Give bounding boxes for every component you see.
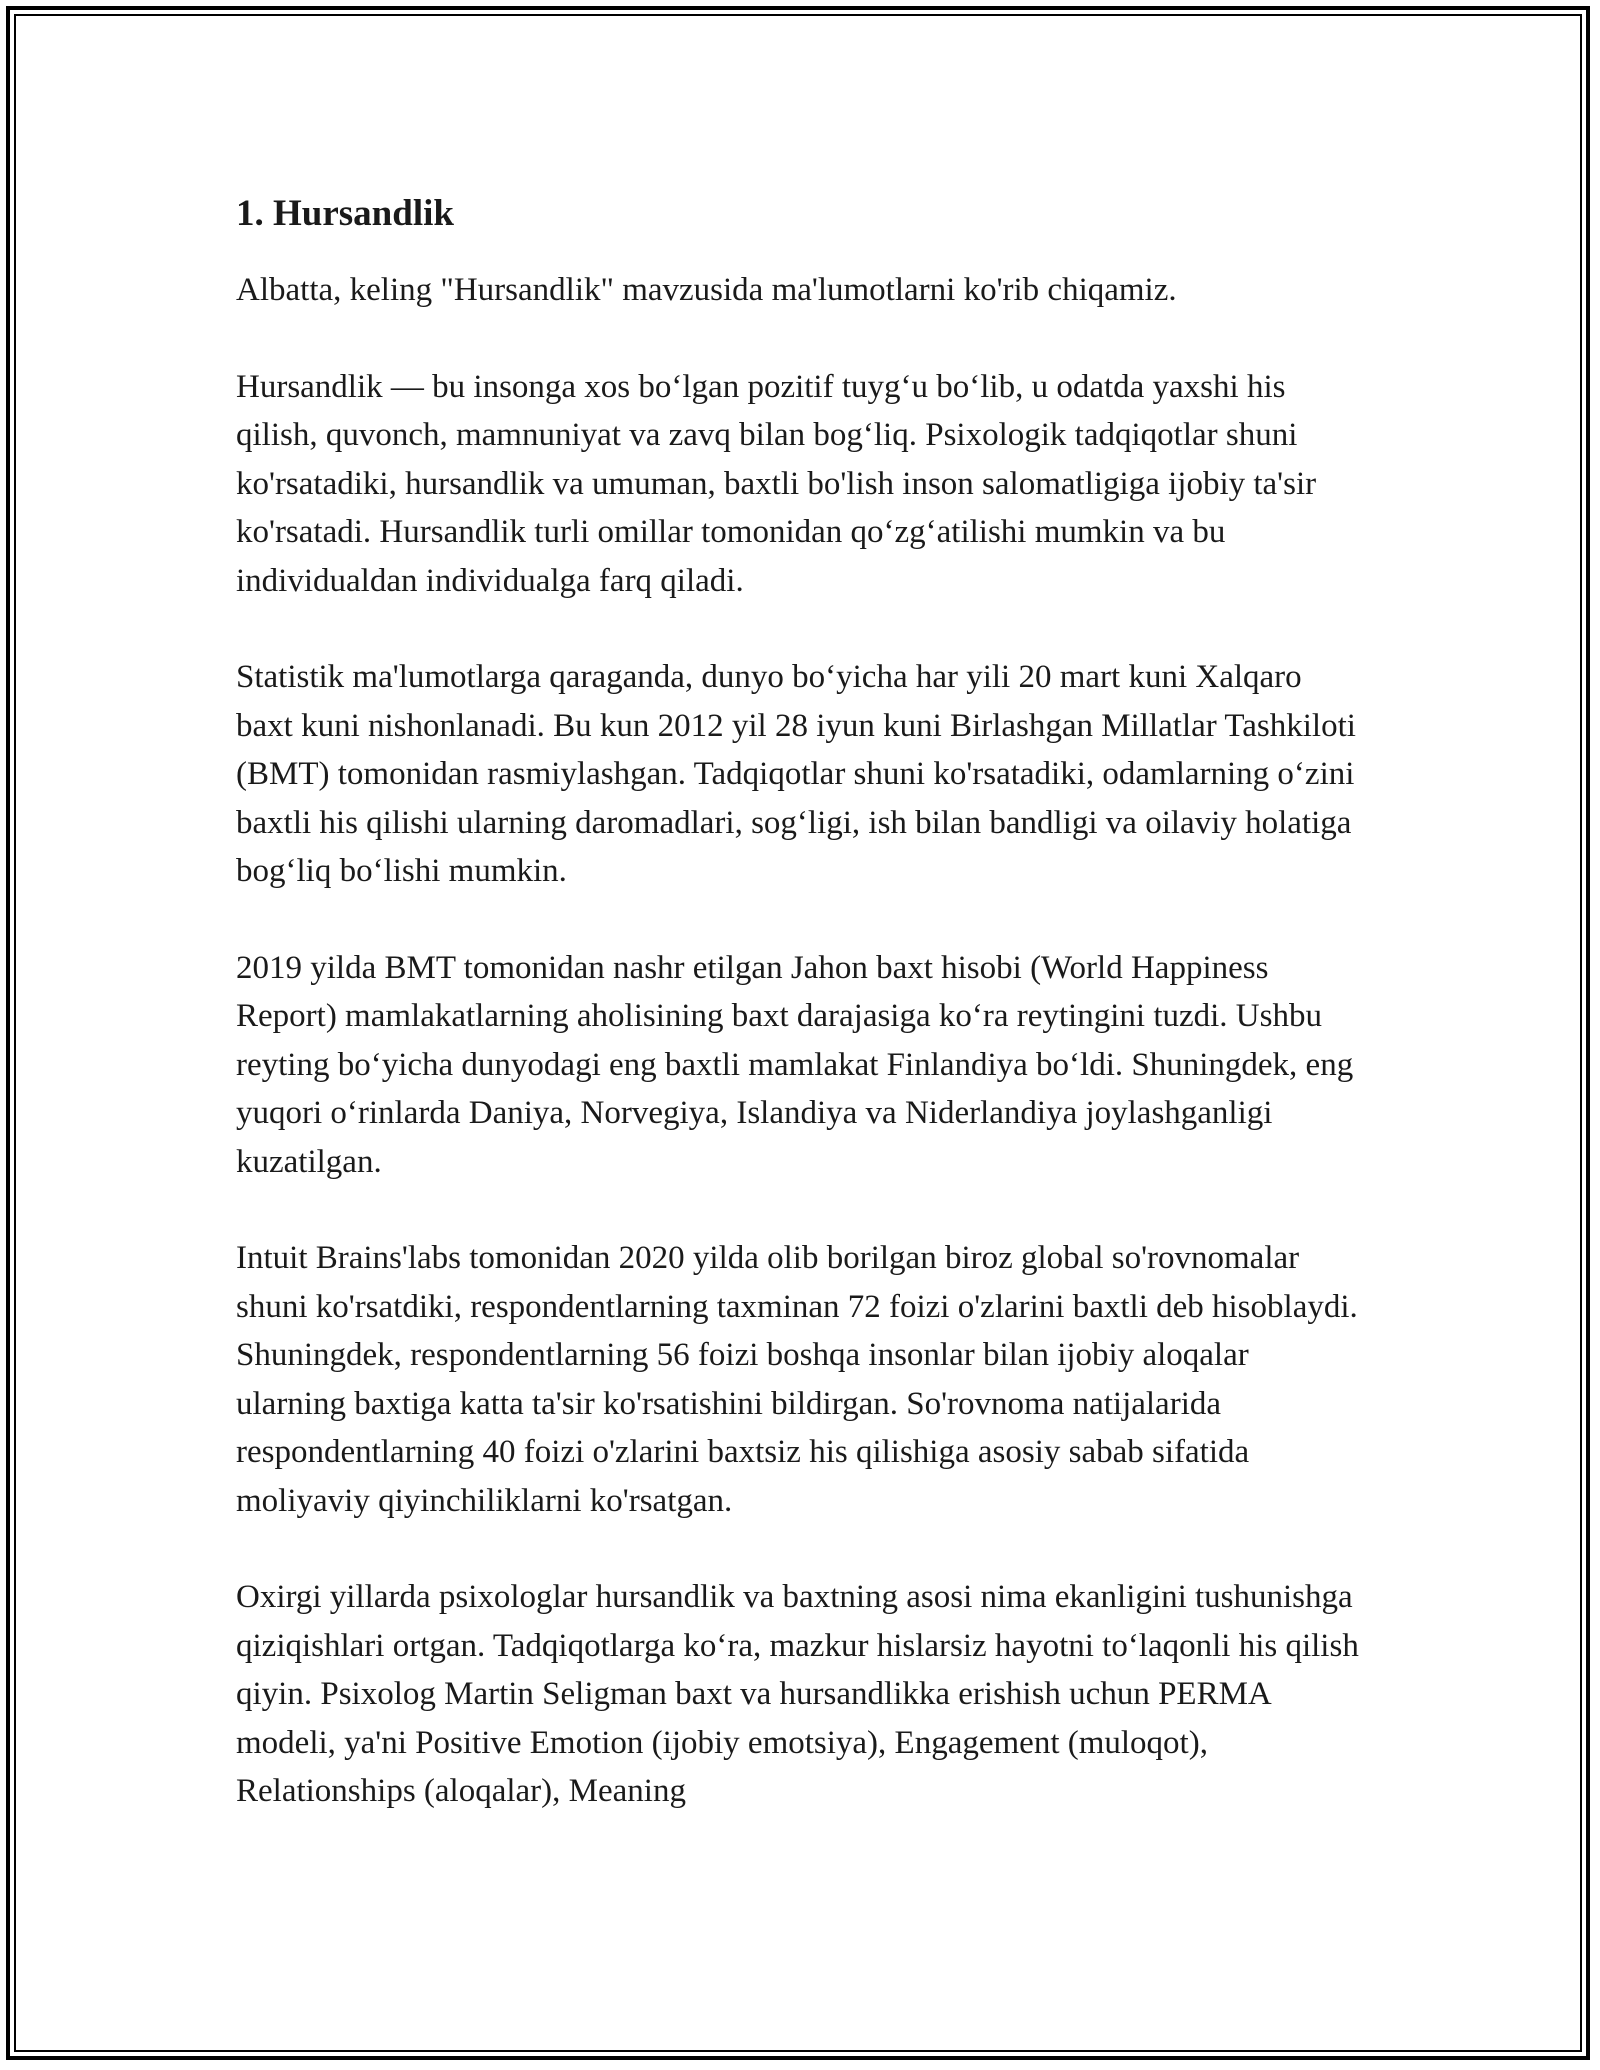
paragraph-world-report: 2019 yilda BMT tomonidan nashr etilgan Jahon baxt hisobi (World Happiness Report) mamlakatlarning aholisining baxt darajasiga ko‘ra reytingini tuzdi. Ushbu reyting bo‘yicha dunyodagi eng baxtli mamlakat Finlandiya bo‘ldi. Shuningdek, eng yuqori o‘rinlarda Daniya, Norvegiya, Islandiya va Niderlandiya joylashganligi kuzatilgan. — [236, 949, 1354, 1180]
paragraph-statistics: Statistik ma'lumotlarga qaraganda, dunyo bo‘yicha har yili 20 mart kuni Xalqaro baxt kuni nishonlanadi. Bu kun 2012 yil 28 iyun kuni Birlashgan Millatlar Tashkiloti (BMT) tomonidan rasmiylashgan. Tadqiqotlar shuni ko'rsatadiki, odamlarning o‘zini baxtli his qilishi ularning daromadlari, sog‘ligi, ish bilan bandligi va oilaviy holatiga bog‘liq bo‘lishi mumkin. — [236, 659, 1356, 889]
paragraph-intro: Albatta, keling "Hursandlik" mavzusida ma'lumotlarni ko'rib chiqamiz. — [236, 272, 1177, 308]
document-body — [236, 186, 1366, 1816]
paragraph-survey: Intuit Brains'labs tomonidan 2020 yilda olib borilgan biroz global so'rovnomalar shuni ko'rsatdiki, respondentlarning taxminan 72 foizi o'zlarini baxtli deb hisoblaydi. Shuningdek, respondentlarning 56 foizi boshqa insonlar bilan ijobiy aloqalar ularning baxtiga katta ta'sir ko'rsatishini bildirgan. So'rovnoma natijalarida respondentlarning 40 foizi o'zlarini baxtsiz his qilishiga asosiy sabab sifatida moliyaviy qiyinchiliklarni ko'rsatgan. — [236, 1240, 1358, 1519]
paragraph-definition: Hursandlik — bu insonga xos bo‘lgan pozitif tuyg‘u bo‘lib, u odatda yaxshi his qilish, quvonch, mamnuniyat va zavq bilan bog‘liq. Psixologik tadqiqotlar shuni ko'rsatadiki, hursandlik va umuman, baxtli bo'lish inson salomatligiga ijobiy ta'sir ko'rsatadi. Hursandlik turli omillar tomonidan qo‘zg‘atilishi mumkin va bu individualdan individualga farq qiladi. — [236, 368, 1317, 599]
paragraph-psychology: Oxirgi yillarda psixologlar hursandlik va baxtning asosi nima ekanligini tushunishga qiziqishlari ortgan. Tadqiqotlarga ko‘ra, mazkur hislarsiz hayotni to‘laqonli his qilish qiyin. Psixolog Martin Seligman baxt va hursandlikka erishish uchun PERMA modeli, ya'ni Positive Emotion (ijobiy emotsiya), Engagement (muloqot), Relationships (aloqalar), Meaning — [236, 1579, 1359, 1809]
section-heading: 1. Hursandlik — [236, 193, 454, 234]
